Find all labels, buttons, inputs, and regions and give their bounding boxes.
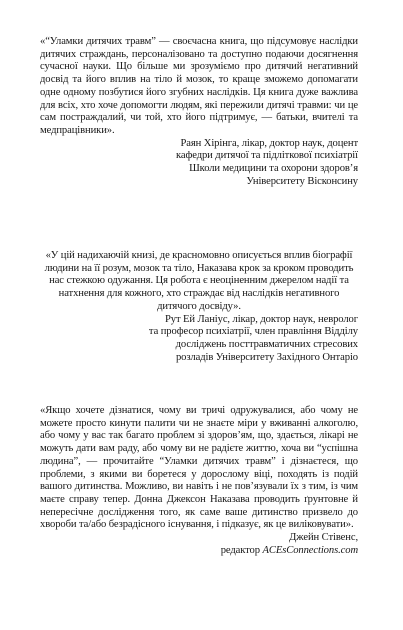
blurb-quote: «“Уламки дитячих травм” — своєчасна книга, що підсумовує наслідки дитячих страждань, персоналізовано та доступно подаючи досягнення сучасної науки. Що більше ми зрозуміємо про дитячий негативний досвід та його вплив на тіло й мозок, то краще зможемо допомагати одне одному позбутися його згубних наслідків. Ця книга дуже важлива для всіх, хто хоче допомогти людям, які пережили дитячі травми: чи це сам постраждалий, чи той, хто його підтримує, — батьки, вчителі та медпрацівники». xyxy=(40,36,358,136)
blurb-attribution xyxy=(40,138,358,189)
blurb-hiringa xyxy=(40,36,358,188)
attribution-line: та професор психіатрії, член правління Відділу xyxy=(148,326,358,338)
attribution-line: Раян Хірінга, лікар, доктор наук, доцент xyxy=(180,137,358,149)
attribution-line: кафедри дитячої та підліткової психіатрії xyxy=(175,150,358,162)
attribution-line: Університету Вісконсину xyxy=(246,175,358,187)
blurb-lanius xyxy=(40,250,358,364)
attribution-prefix: редактор xyxy=(220,544,263,556)
attribution-line: Школи медицини та охорони здоров’я xyxy=(189,163,358,175)
attribution-line: Джейн Стівенс, xyxy=(289,532,358,544)
blurb-quote: «У цій надихаючій книзі, де красномовно описується вплив біографії людини на її розум, мозок та тіло, Наказава крок за кроком проводить нас стежкою одужання. Ця робота є неоціненним джерелом надії та натхнення для кожного, хто страждає від наслідків негативного дитячого досвіду». xyxy=(44,250,354,312)
blurb-attribution xyxy=(40,532,358,557)
blurb-stevens xyxy=(40,405,358,557)
blurb-attribution xyxy=(40,314,358,365)
attribution-line: досліджень посттравматичних стресових xyxy=(175,338,358,350)
attribution-line xyxy=(40,545,358,558)
attribution-site: ACEsConnections.com xyxy=(262,544,358,556)
blurb-quote: «Якщо хочете дізнатися, чому ви тричі одружувалися, або чому не можете просто кинути палити чи не знаєте міри у вживанні алкоголю, або чому у вас так багато проблем зі здоров’ям, що, здається, лікарі не можуть дати вам раду, або чому ви не радієте життю, хоча ви “успішна людина”, — прочитайте “Уламки дитячих травм” і дізнаєтеся, що проблеми, з якими ви боретеся у дорослому віці, походять із подій вашого дитинства. Можливо, ви навіть і не пов’язували їх з тим, із чим маєте справу тепер. Донна Джексон Наказава проводить ґрунтовне й непересічне дослідження того, як саме ваше дитинство призвело до хвороби та/або безрадісного існування, і підказує, як це виліковувати». xyxy=(40,405,358,531)
attribution-line: розладів Університету Західного Онтаріо xyxy=(175,351,358,363)
attribution-line: Рут Ей Ланіус, лікар, доктор наук, невролог xyxy=(164,313,358,325)
